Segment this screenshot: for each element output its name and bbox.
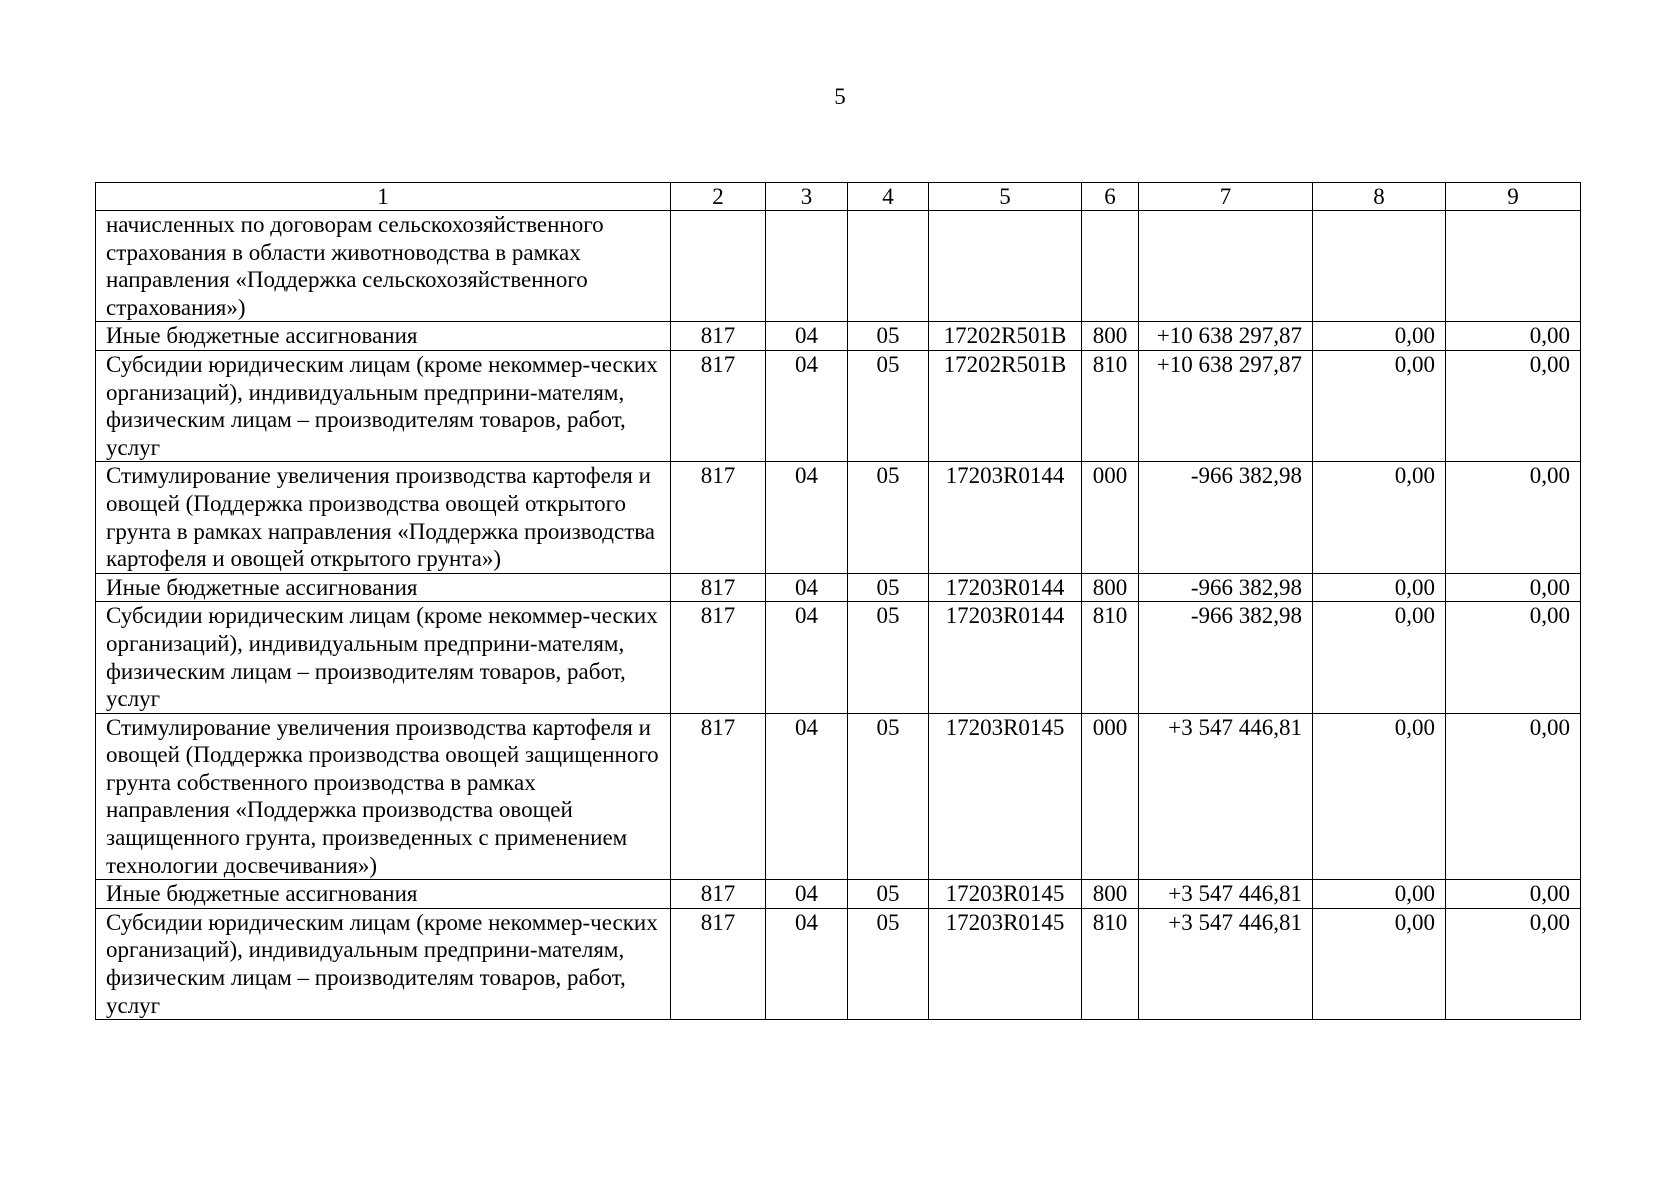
amount-year2-cell <box>1313 211 1446 322</box>
description-cell: Субсидии юридическим лицам (кроме некоммер-ческих организаций), индивидуальным предприни-мателям, физическим лицам – производителям товаров, работ, услуг <box>96 602 671 713</box>
expense-type-cell: 800 <box>1082 880 1139 909</box>
expense-type-cell: 810 <box>1082 908 1139 1019</box>
amount-year3-cell <box>1446 211 1581 322</box>
expense-type-cell: 810 <box>1082 350 1139 461</box>
amount-change-cell: +3 547 446,81 <box>1139 908 1313 1019</box>
target-article-cell: 17203R0145 <box>929 908 1082 1019</box>
description-cell: Стимулирование увеличения производства картофеля и овощей (Поддержка производства овощей открытого грунта в рамках направления «Поддержка производства картофеля и овощей открытого грунта») <box>96 462 671 573</box>
subsection-code-cell <box>848 211 929 322</box>
subsection-code-cell: 05 <box>848 713 929 880</box>
grbs-code-cell: 817 <box>671 602 766 713</box>
section-code-cell: 04 <box>766 573 848 602</box>
section-code-cell: 04 <box>766 880 848 909</box>
amount-year3-cell: 0,00 <box>1446 322 1581 351</box>
description-cell: Иные бюджетные ассигнования <box>96 880 671 909</box>
expense-type-cell: 810 <box>1082 602 1139 713</box>
grbs-code-cell: 817 <box>671 880 766 909</box>
amount-change-cell: +3 547 446,81 <box>1139 713 1313 880</box>
amount-change-cell: +10 638 297,87 <box>1139 322 1313 351</box>
amount-year3-cell: 0,00 <box>1446 908 1581 1019</box>
section-code-cell: 04 <box>766 462 848 573</box>
amount-year2-cell: 0,00 <box>1313 322 1446 351</box>
table-body <box>96 211 1581 1020</box>
header-cell: 5 <box>929 183 1082 211</box>
amount-change-cell: +3 547 446,81 <box>1139 880 1313 909</box>
subsection-code-cell: 05 <box>848 602 929 713</box>
grbs-code-cell <box>671 211 766 322</box>
amount-change-cell: -966 382,98 <box>1139 573 1313 602</box>
page-number: 5 <box>834 84 846 109</box>
header-cell: 9 <box>1446 183 1581 211</box>
description-cell: Иные бюджетные ассигнования <box>96 573 671 602</box>
section-code-cell: 04 <box>766 350 848 461</box>
amount-change-cell <box>1139 211 1313 322</box>
subsection-code-cell: 05 <box>848 573 929 602</box>
grbs-code-cell: 817 <box>671 350 766 461</box>
subsection-code-cell: 05 <box>848 462 929 573</box>
description-cell: Субсидии юридическим лицам (кроме некоммер-ческих организаций), индивидуальным предприни-мателям, физическим лицам – производителям товаров, работ, услуг <box>96 908 671 1019</box>
amount-year2-cell: 0,00 <box>1313 908 1446 1019</box>
amount-year3-cell: 0,00 <box>1446 713 1581 880</box>
amount-year3-cell: 0,00 <box>1446 573 1581 602</box>
grbs-code-cell: 817 <box>671 908 766 1019</box>
table-row <box>96 713 1581 880</box>
amount-year3-cell: 0,00 <box>1446 880 1581 909</box>
amount-year2-cell: 0,00 <box>1313 573 1446 602</box>
header-cell: 3 <box>766 183 848 211</box>
header-row <box>96 183 1581 211</box>
subsection-code-cell: 05 <box>848 908 929 1019</box>
expense-type-cell: 800 <box>1082 322 1139 351</box>
table-row <box>96 322 1581 351</box>
grbs-code-cell: 817 <box>671 322 766 351</box>
header-cell: 8 <box>1313 183 1446 211</box>
section-code-cell: 04 <box>766 713 848 880</box>
table-row <box>96 462 1581 573</box>
budget-table <box>95 182 1581 1020</box>
table-row <box>96 573 1581 602</box>
header-cell: 1 <box>96 183 671 211</box>
target-article-cell: 17203R0145 <box>929 713 1082 880</box>
target-article-cell: 17203R0144 <box>929 602 1082 713</box>
amount-year3-cell: 0,00 <box>1446 350 1581 461</box>
amount-year2-cell: 0,00 <box>1313 462 1446 573</box>
table-row <box>96 908 1581 1019</box>
amount-year3-cell: 0,00 <box>1446 462 1581 573</box>
section-code-cell <box>766 211 848 322</box>
expense-type-cell <box>1082 211 1139 322</box>
description-cell: Иные бюджетные ассигнования <box>96 322 671 351</box>
subsection-code-cell: 05 <box>848 350 929 461</box>
target-article-cell: 17202R501B <box>929 350 1082 461</box>
description-cell: начисленных по договорам сельскохозяйственного страхования в области животноводства в рамках направления «Поддержка сельскохозяйственного страхования») <box>96 211 671 322</box>
amount-year2-cell: 0,00 <box>1313 880 1446 909</box>
amount-change-cell: +10 638 297,87 <box>1139 350 1313 461</box>
grbs-code-cell: 817 <box>671 573 766 602</box>
grbs-code-cell: 817 <box>671 462 766 573</box>
header-cell: 2 <box>671 183 766 211</box>
section-code-cell: 04 <box>766 322 848 351</box>
amount-year2-cell: 0,00 <box>1313 713 1446 880</box>
grbs-code-cell: 817 <box>671 713 766 880</box>
amount-change-cell: -966 382,98 <box>1139 462 1313 573</box>
section-code-cell: 04 <box>766 908 848 1019</box>
header-cell: 7 <box>1139 183 1313 211</box>
amount-year2-cell: 0,00 <box>1313 602 1446 713</box>
subsection-code-cell: 05 <box>848 880 929 909</box>
amount-change-cell: -966 382,98 <box>1139 602 1313 713</box>
table-row <box>96 211 1581 322</box>
expense-type-cell: 800 <box>1082 573 1139 602</box>
description-cell: Субсидии юридическим лицам (кроме некоммер-ческих организаций), индивидуальным предприни-мателям, физическим лицам – производителям товаров, работ, услуг <box>96 350 671 461</box>
header-cell: 6 <box>1082 183 1139 211</box>
section-code-cell: 04 <box>766 602 848 713</box>
amount-year3-cell: 0,00 <box>1446 602 1581 713</box>
target-article-cell: 17203R0145 <box>929 880 1082 909</box>
target-article-cell <box>929 211 1082 322</box>
description-cell: Стимулирование увеличения производства картофеля и овощей (Поддержка производства овощей защищенного грунта собственного производства в рамках направления «Поддержка производства овощей защищенного грунта, произведенных с применением технологии досвечивания») <box>96 713 671 880</box>
amount-year2-cell: 0,00 <box>1313 350 1446 461</box>
expense-type-cell: 000 <box>1082 713 1139 880</box>
target-article-cell: 17203R0144 <box>929 573 1082 602</box>
expense-type-cell: 000 <box>1082 462 1139 573</box>
header-cell: 4 <box>848 183 929 211</box>
subsection-code-cell: 05 <box>848 322 929 351</box>
target-article-cell: 17203R0144 <box>929 462 1082 573</box>
table-row <box>96 880 1581 909</box>
table-row <box>96 602 1581 713</box>
table-row <box>96 350 1581 461</box>
target-article-cell: 17202R501B <box>929 322 1082 351</box>
